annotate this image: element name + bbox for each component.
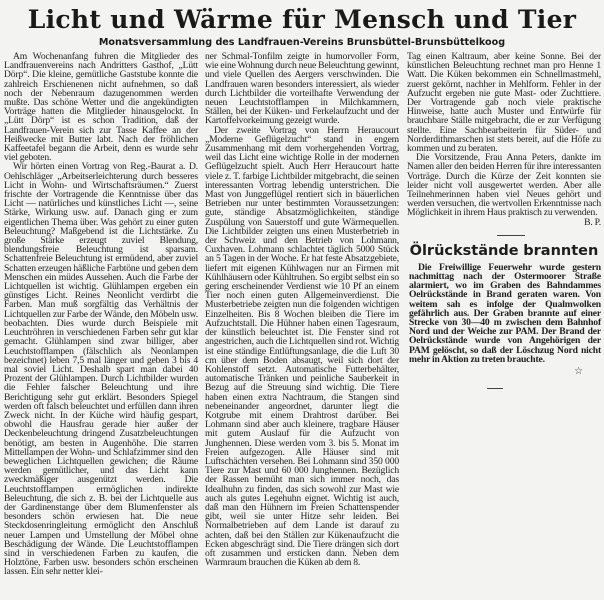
paragraph: ner Schmal-Tonfilm zeigte in humorvoller Form, wie eine Wohnung durch neue Beleuchtung gewinnt, und viele Quellen des Aergers verschwinden. Die Landfrauen waren besonders interessiert, als wieder durch Lichtbilder die vorteilhafte Verwendung der neuen Leuchtstofflampen in Milchkammern, Ställen, bei der Küken- und Ferkelaufzucht und der Kartoffelvorkeimung gezeigt wurde. bbox=[205, 51, 399, 127]
fire-article-headline: Ölrückstände brannten bbox=[409, 242, 599, 259]
paragraph: Tag einen Kaltraum, aber keine Sonne. Bei der künstlichen Beleuchtung rechnet man pro Henne 1 Watt. Die Küken bekommen ein Schnellmastmehl, zuerst gekörnt, nachher in Mehlform. Fehler in der Aufzucht ergeben nie gute Mast- oder Zuchttiere. Der Vortragende gab noch viele praktische Hinweise, hatte auch Muster und Entwürfe für brauchbare Ställe mitgebracht, die er zur Verfügung stellte. Eine Sachbearbeiterin für Süder- und Norderdithmarschen ist stets bereit, auf die Höfe zu kommen und zu beraten. bbox=[407, 51, 601, 155]
divider bbox=[487, 388, 503, 389]
author-signature: B. P. bbox=[584, 216, 601, 228]
article-column-1 bbox=[4, 52, 198, 577]
article-column-2 bbox=[205, 52, 399, 567]
paragraph: Am Wochenanfang fuhren die Mitglieder des Landfrauenvereins nach Andritters Gasthof, „Lütt Dörp“. Die kleine, gemütliche Gaststube konnte die zahlreich Erschienenen nicht aufnehmen, so daß noch der Nebenraum dazugenommen werden mußte. Das schöne Wetter und die angekündigten Vorträge hatten die Mitglieder hinausgelockt. In „Lütt Dörp“ ist es schon Tradition, daß der Landfrauen-Verein sich zur Tasse Kaffee an der Heißwecke mit Butter labt. Nach der fröhlichen Kaffeetafel begann die Arbeit, denn es wurde sehr viel geboten. bbox=[4, 51, 198, 164]
end-mark-icon: ☆ bbox=[574, 366, 583, 378]
article-headline: Licht und Wärme für Mensch und Tier bbox=[27, 5, 577, 34]
paragraph bbox=[407, 152, 601, 228]
article-column-3 bbox=[407, 52, 601, 389]
article-subheadline: Monatsversammlung des Landfrauen-Vereins Brunsbüttel-Brunsbüttelkoog bbox=[98, 37, 506, 48]
divider bbox=[497, 235, 525, 236]
paragraph: Der zweite Vortrag von Herrn Heraucourt „Moderne Geflügelzucht“ stand in engem Zusammenhang mit dem vorhergehenden Vortrag, weil das Licht eine wichtige Rolle in der modernen Geflügelzucht spielt. Auch Herr Heraucourt hatte viele z. T. farbige Lichtbilder mitgebracht, die seinen interessanten Vortrag lebendig unterstrichen. Die Mast von Junggeflügel rentiert sich in bäuerlichen Betrieben nur unter bestimmten Voraussetzungen: gute, ständige Absatzmöglichkeiten, ständige Zuspülung von Sauerstoff und gute Wärmequellen. Die Lichtbilder zeigten uns einen Musterbetrieb in der Schweiz und den Betrieb von Lohmann, Cuxhaven. Lohmann schlachtet täglich 5000 Stück an 5 Tagen in der Woche. Er hat feste Absatzgebiete, liefert mit eigenen Kühlwagen nur an Firmen mit Kühlhäusern oder Kühltruhen. So ergibt selbst ein so gering erscheinender Verdienst wie 10 Pf an einem Tier noch einen guten Allgemeinverdienst. Die Musterbetriebe zeigten nun die folgenden wichtigen Einzelheiten. Bis 8 Wochen bleiben die Tiere im Aufzuchtstall. Die Hühner haben einen Tagesraum, der künstlich beleuchtet ist. Die Fenster sind rot angestrichen, auch die Lichtquellen sind rot. Wichtig ist eine ständige Entlüftungsanlage, die die Luft 30 cm über dem Boden absaugt, weil sich dort der Kohlenstoff setzt. Automatische Futterbehälter, automatische Tränken und peinliche Sauberkeit in Bezug auf die Streuung sind wichtig. Die Tiere haben einen extra Nachtraum, die Stangen sind nebeneinander angeordnet, darunter liegt die Kotgrube mit einem Drahtrost darüber. Bei Lohmann sind aber auch kleinere, tragbare Häuser mit gutem Auslauf für die Aufzucht von Junghennen. Diese werden vom 3. bis 5. Monat im Freien aufgezogen. Alle Häuser sind mit Luftschächten versehen. Bei Lohmann sind 350 000 Tiere zur Mast und 60 000 Junghennen. Bezüglich der Rassen bemüht man sich immer noch, das Idealhuhn zu finden, das sich sowohl zur Mast wie auch als gutes Legehuhn eignet. Wichtig ist auch, daß man den Hühnern im Freien Schattenspender gibt, weil sie unter Hitze sehr leiden. Bei Normalbetrieben auf dem Lande ist darauf zu achten, daß bei den Ställen zur Kükenaufzucht die Ecken abgeschrägt sind. Die Tiere drängen sich dort oft zusammen und ersticken dann. Neben dem Warmraum brauchen die Küken ab dem 8. bbox=[205, 124, 399, 569]
paragraph: Wir hörten einen Vortrag von Reg.-Baurat a. D. Oehlschläger „Arbeitserleichterung durch besseres Licht in Wohn- und Wirtschaftsräumen.“ Zuerst frischte der Vortragende die Kenntnisse über das Licht — natürliches und künstliches Licht —, seine Stärke, Wirkung usw. auf. Danach ging er zum eigentlichen Thema über. Was gehört zu einer guten Beleuchtung? Maßgebend ist die Lichtstärke. Zu große Stärke erzeugt zuviel Blendung, blendungsfreie Beleuchtung ist sparsam. Schattenfreie Beleuchtung ist ermüdend, aber zuviel Schatten erzeugen häßliche Farbtöne und geben dem Menschen ein müdes Aussehen. Auch die Farbe der Lichtquellen ist wichtig. Glühlampen ergeben ein günstiges Licht. Reines Neonlicht verdirbt die Farben. Man muß sorgfältig das Verhältnis der Lichtquellen zur Farbe der Wände, den Möbeln usw. beobachten. Dies wurde durch Beispiele mit Leuchtröhren in verschiedenen Farben sehr gut klar gemacht. Glühlampen sind zwar billiger, aber Leuchtstofflampen (fälschlich als Neonlampen bezeichnet) leben 7,5 mal länger und geben 3 bis 4 mal soviel Licht. Deshalb spart man dabei 40 Prozent der Glühlampen. Durch Lichtbilder wurden die Fehler falscher Beleuchtung und ihre Berichtigung sehr gut erklärt. Besonders Spiegel werden oft falsch beleuchtet und erfüllen dann ihren Zweck nicht. In der Küche wird häufig gespart, obwohl die Hausfrau gerade hier außer der Deckenbeleuchtung dringend Zusatzbeleuchtungen benötigt, am besten in Augenhöhe. Die starren Mittellampen der Wohn- und Schlafzimmer sind den beweglichen Lichtquellen gewichen; die Räume werden gemütlicher, und das Licht kann zweckmäßiger ausgenützt werden. Die Leuchtstofflampen ermöglichen indirekte Beleuchtung, die sich z. B. bei der Lichtquelle aus der Gardinenstange über dem Blumenfenster als besonders schön erwiesen hat. Die neue Steckdosenringleitung ermöglicht den Anschluß neuer Lampen und Umstellung der Möbel ohne Beschädigung der Wände. Die Leuchtstofflampen sind in verschiedenen Farben zu kaufen, die Holztöne, Farben usw. besonders schön erscheinen lassen. Ein sehr netter klei- bbox=[4, 161, 198, 578]
paragraph: Die Freiwillige Feuerwehr wurde gestern nachmittag nach der Ostermoorer Straße alarmiert, wo im Graben des Bahndammes Oelrückstände in Brand geraten waren. Von weitem sah es infolge der Qualmwolken gefährlich aus. Der Graben brannte auf einer Strecke von 30—40 m zwischen dem Bahnhof Nord und der Weiche zur PAM. Der Brand der Oelrückstände wurde von Angehörigen der PAM gelöscht, so daß der Löschzug Nord nicht mehr in Aktion zu treten brauchte. bbox=[409, 261, 601, 365]
paragraph-text: Die Vorsitzende, Frau Anna Peters, dankte im Namen aller den beiden Herren für ihre interessanten Vorträge. Durch die Kürze der Zeit konnten sie leider nicht voll ausgewertet werden. Aber alle Teilnehmerinnen haben viel Neues gehört und werden versuchen, die wertvollen Erkenntnisse nach Möglichkeit in ihrem Haus praktisch zu verwenden. bbox=[407, 152, 601, 219]
fire-article-body bbox=[407, 263, 601, 364]
